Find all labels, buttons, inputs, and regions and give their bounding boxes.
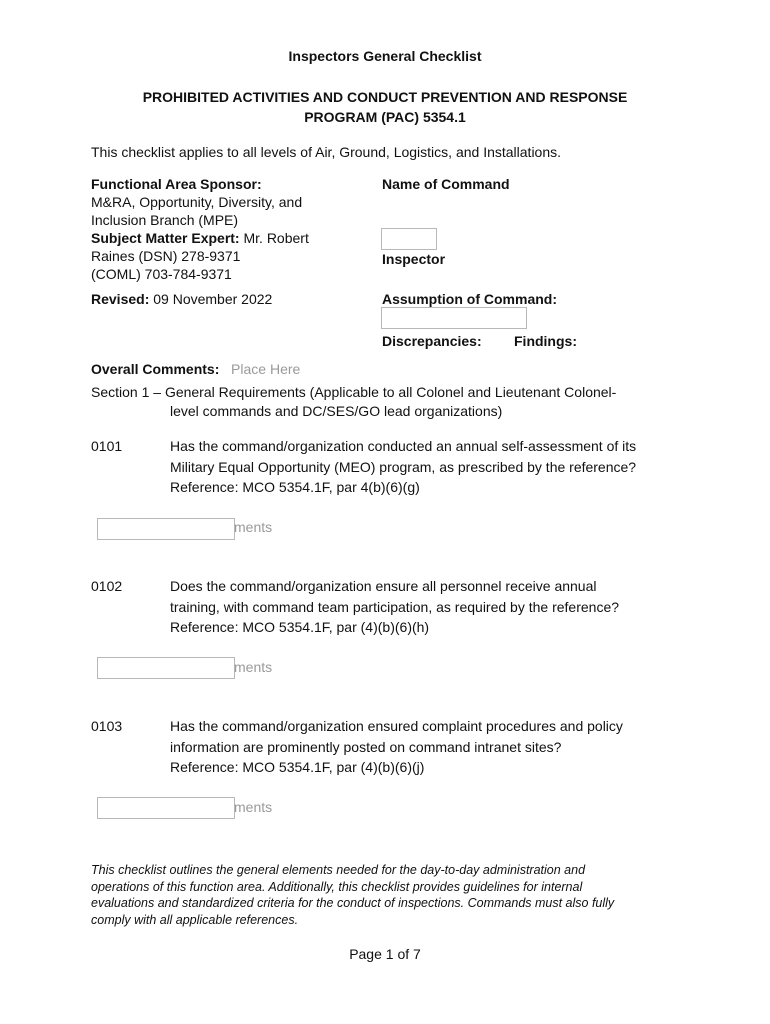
footer-line: This checklist outlines the general elements needed for the day-to-day administration and	[91, 863, 586, 877]
overall-comments-label: Overall Comments:	[91, 361, 220, 377]
footer-line: evaluations and standardized criteria for the conduct of inspections. Commands must also fully	[91, 896, 615, 911]
findings-label: Findings:	[514, 333, 577, 349]
comments-input[interactable]	[97, 518, 235, 540]
question-line: training, with command team participation, as required by the reference?	[170, 598, 620, 615]
question-text	[170, 576, 690, 638]
section-heading-line1: Section 1 – General Requirements (Applicable to all Colonel and Lieutenant Colonel-	[91, 384, 617, 400]
sponsor-label: Functional Area Sponsor:	[91, 176, 262, 192]
revised-value: 09 November 2022	[149, 291, 273, 307]
comments-input[interactable]	[97, 797, 235, 819]
question-text	[170, 436, 690, 498]
overall-comments	[91, 360, 300, 378]
inspector-label: Inspector	[382, 251, 446, 267]
question-number: 0103	[91, 718, 123, 734]
page-number: Page 1 of 7	[349, 946, 421, 962]
program-title-line2: PROGRAM (PAC) 5354.1	[304, 109, 466, 125]
discrepancies-label: Discrepancies:	[382, 333, 482, 349]
question-number: 0102	[91, 578, 123, 594]
question-number: 0101	[91, 438, 123, 454]
footer-line: operations of this function area. Additionally, this checklist provides guidelines for internal	[91, 879, 583, 894]
footer-line: comply with all applicable references.	[91, 912, 299, 927]
question-line: Does the command/organization ensure all personnel receive annual	[170, 578, 597, 594]
sme-value: Mr. Robert	[239, 230, 309, 246]
comments-input[interactable]	[97, 657, 235, 679]
section-heading-line2: level commands and DC/SES/GO lead organizations)	[170, 403, 503, 419]
overall-comments-input[interactable]: Place Here	[231, 361, 301, 377]
sponsor-line1: M&RA, Opportunity, Diversity, and	[91, 194, 303, 210]
sme-label: Subject Matter Expert:	[91, 230, 240, 246]
comments-placeholder: ments	[234, 519, 273, 535]
sme-line	[91, 229, 361, 247]
revised-line	[91, 290, 272, 308]
assumption-of-command-input[interactable]	[381, 307, 527, 329]
question-reference: Reference: MCO 5354.1F, par 4(b)(6)(g)	[170, 479, 420, 495]
question-reference: Reference: MCO 5354.1F, par (4)(b)(6)(h)	[170, 619, 430, 635]
sponsor-block	[91, 175, 361, 283]
intro-text: This checklist applies to all levels of Air, Ground, Logistics, and Installations.	[91, 144, 562, 160]
comments-placeholder: ments	[234, 659, 273, 675]
comments-placeholder: ments	[234, 799, 273, 815]
question-text	[170, 716, 690, 778]
question-reference: Reference: MCO 5354.1F, par (4)(b)(6)(j)	[170, 759, 425, 775]
name-of-command-label: Name of Command	[382, 176, 510, 192]
question-line: information are prominently posted on command intranet sites?	[170, 738, 562, 755]
name-of-command-input[interactable]	[381, 228, 437, 250]
assumption-of-command-label: Assumption of Command:	[382, 291, 557, 307]
checklist-title: Inspectors General Checklist	[288, 48, 482, 64]
question-line: Has the command/organization ensured complaint procedures and policy	[170, 718, 623, 734]
sponsor-line2: Inclusion Branch (MPE)	[91, 212, 239, 228]
question-line: Has the command/organization conducted an annual self-assessment of its	[170, 438, 637, 454]
revised-label: Revised:	[91, 291, 150, 307]
question-line: Military Equal Opportunity (MEO) program, as prescribed by the reference?	[170, 458, 637, 475]
program-title-line1: PROHIBITED ACTIVITIES AND CONDUCT PREVENTION AND RESPONSE	[142, 89, 628, 105]
sme-coml: (COML) 703-784-9371	[91, 266, 232, 282]
sme-dsn: Raines (DSN) 278-9371	[91, 248, 241, 264]
footer-note	[91, 862, 691, 928]
